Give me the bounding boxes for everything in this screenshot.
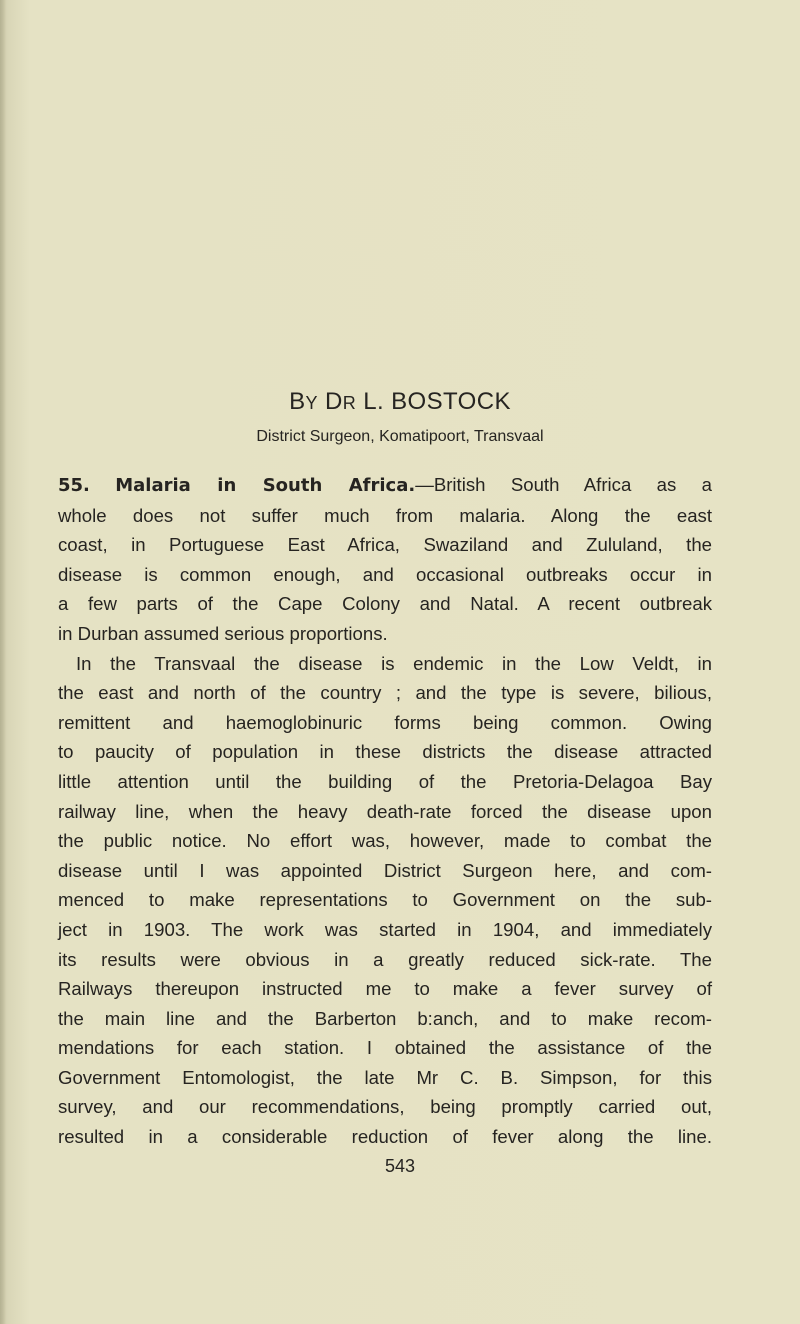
text-line: ject in 1903. The work was started in 1904, and immediately — [58, 918, 712, 940]
byline-dr: D — [325, 388, 343, 415]
text-line: little attention until the building of the Pretoria-Delagoa Bay — [58, 770, 712, 792]
text-line-content: —British South Africa as a — [415, 474, 712, 495]
text-line: remittent and haemoglobinuric forms being common. Owing — [58, 711, 712, 733]
text-line: railway line, when the heavy death-rate forced the disease upon — [58, 800, 712, 822]
binding-shadow — [0, 0, 6, 1324]
byline-dr-smallcaps: R — [342, 393, 357, 413]
text-line: a few parts of the Cape Colony and Natal. A recent outbreak — [58, 593, 712, 615]
text-line: the east and north of the country ; and the type is severe, bilious, — [58, 682, 712, 704]
text-line: the main line and the Barberton b:anch, and to make recom- — [58, 1007, 712, 1029]
text-line: the public notice. No effort was, however, made to combat the — [58, 830, 712, 852]
text-line: to paucity of population in these districts the disease attracted — [58, 741, 712, 763]
text-line: Railways thereupon instructed me to make a fever survey of — [58, 978, 712, 1000]
text-line — [58, 470, 712, 501]
text-line: disease until I was appointed District Surgeon here, and com- — [58, 859, 712, 881]
text-line: disease is common enough, and occasional outbreaks occur in — [58, 563, 712, 585]
text-line: survey, and our recommendations, being promptly carried out, — [58, 1096, 712, 1118]
text-line: In the Transvaal the disease is endemic in the Low Veldt, in — [76, 652, 712, 674]
page-number: 543 — [384, 1156, 416, 1176]
byline-prefix: B — [289, 388, 306, 415]
text-line: whole does not suffer much from malaria. Along the east — [58, 504, 712, 526]
text-line: menced to make representations to Government on the sub- — [58, 889, 712, 911]
text-line: mendations for each station. I obtained the assistance of the — [58, 1037, 712, 1059]
author-affiliation: District Surgeon, Komatipoort, Transvaal — [256, 428, 544, 445]
article-body — [58, 470, 712, 1152]
author-byline — [0, 388, 800, 416]
text-line: its results were obvious in a greatly reduced sick-rate. The — [58, 948, 712, 970]
section-number: 55. — [58, 475, 90, 496]
text-line: coast, in Portuguese East Africa, Swaziland and Zululand, the — [58, 534, 712, 556]
text-line: Government Entomologist, the late Mr C. B. Simpson, for this — [58, 1066, 712, 1088]
text-line: in Durban assumed serious proportions. — [58, 622, 388, 644]
text-line: resulted in a considerable reduction of fever along the line. — [58, 1126, 712, 1148]
section-title: Malaria in South Africa. — [115, 475, 416, 496]
author-name: L. BOSTOCK — [363, 388, 511, 415]
byline-prefix-smallcaps: Y — [305, 393, 318, 413]
